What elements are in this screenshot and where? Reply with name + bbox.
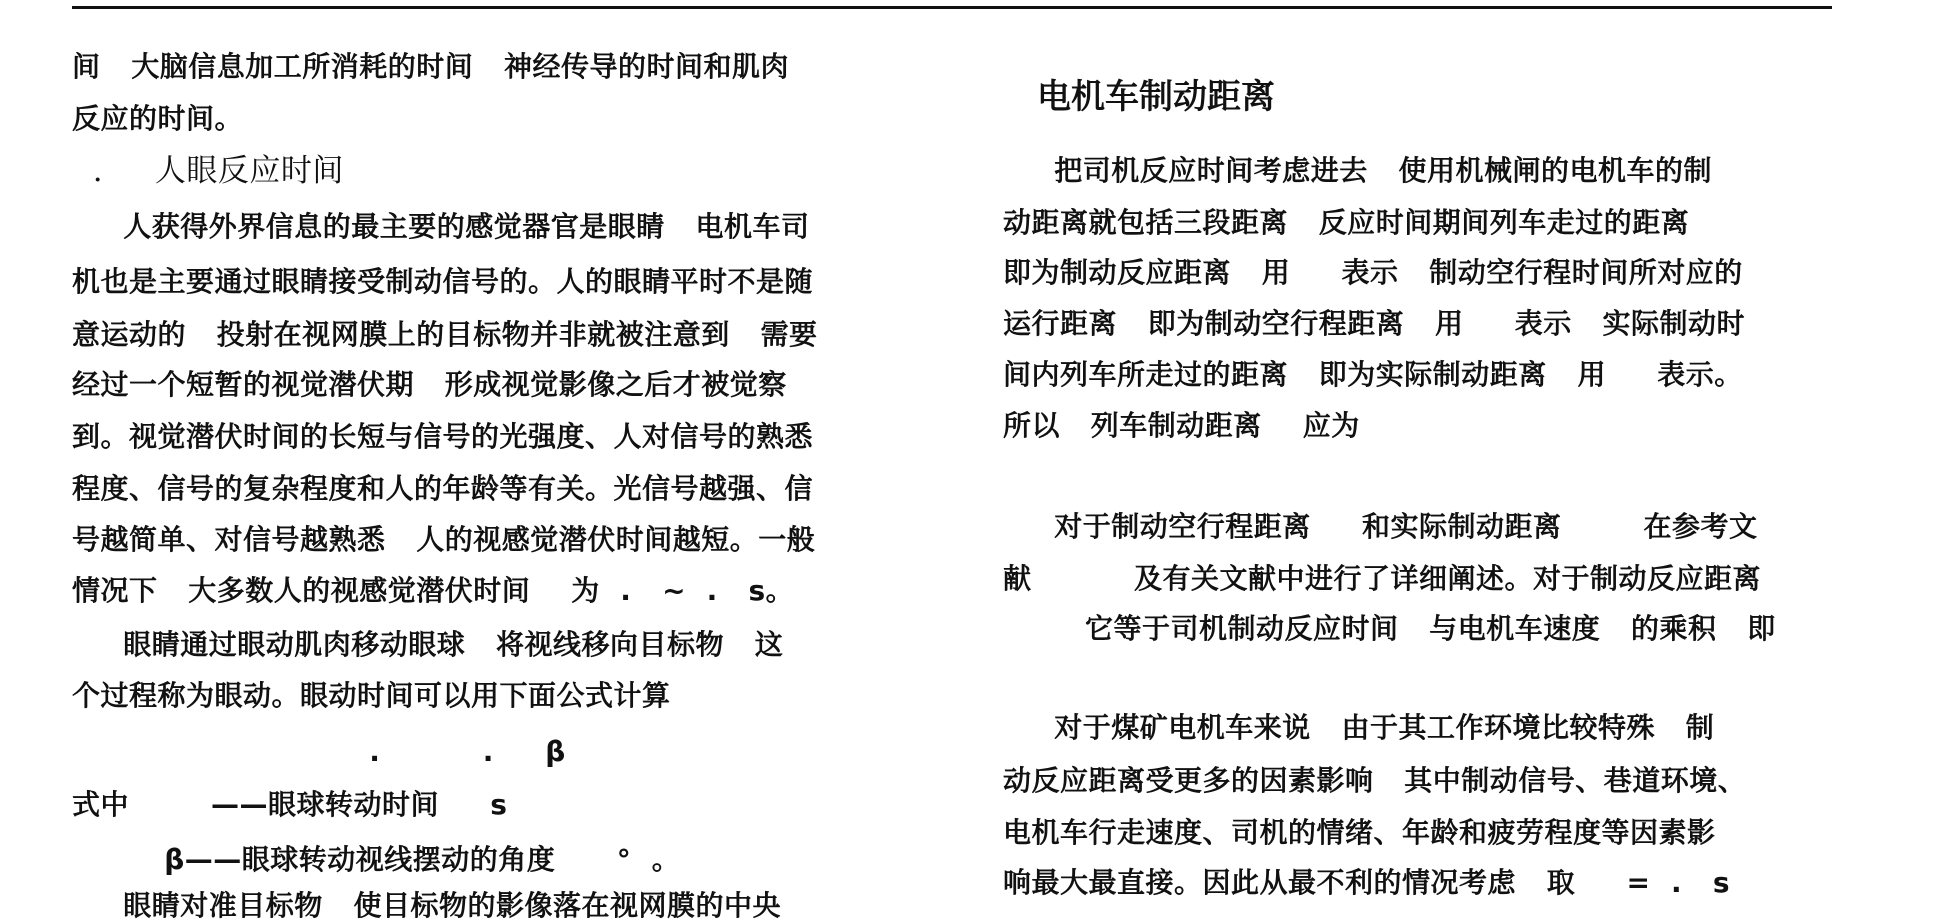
text-line: 即为制动反应距离 用 表示 制动空行程时间所对应的 xyxy=(1003,256,1743,289)
text-line: 反应的时间。 xyxy=(72,102,244,135)
text-line: 它等于司机制动反应时间 与电机车速度 的乘积 即 xyxy=(1003,612,1776,645)
text-line: 动距离就包括三段距离 反应时间期间列车走过的距离 xyxy=(1003,206,1690,239)
text-line: 对于煤矿电机车来说 由于其工作环境比较特殊 制 xyxy=(1003,711,1715,744)
text-line: 程度、信号的复杂程度和人的年龄等有关。光信号越强、信 xyxy=(72,472,814,505)
text-line: 机也是主要通过眼睛接受制动信号的。人的眼睛平时不是随 xyxy=(72,265,814,298)
text-line: 献 及有关文献中进行了详细阐述。对于制动反应距离 xyxy=(1003,562,1761,595)
text-line: 动反应距离受更多的因素影响 其中制动信号、巷道环境、 xyxy=(1003,764,1747,797)
text-line: 经过一个短暂的视觉潜伏期 形成视觉影像之后才被觉察 xyxy=(72,368,787,401)
text-line: 运行距离 即为制动空行程距离 用 表示 实际制动时 xyxy=(1003,307,1745,340)
text-line: 意运动的 投射在视网膜上的目标物并非就被注意到 需要 xyxy=(72,318,818,351)
text-line: 所以 列车制动距离 应为 xyxy=(1003,409,1360,442)
text-line: 电机车行走速度、司机的情绪、年龄和疲劳程度等因素影 xyxy=(1003,816,1716,849)
section-heading: 电机车制动距离 xyxy=(1037,77,1275,117)
text-line: 号越简单、对信号越熟悉 人的视感觉潜伏时间越短。一般 xyxy=(72,523,816,556)
text-line: 到。视觉潜伏时间的长短与信号的光强度、人对信号的熟悉 xyxy=(72,420,814,453)
top-rule xyxy=(72,6,1832,9)
section-subheading: . 人眼反应时间 xyxy=(72,153,344,189)
text-line: β——眼球转动视线摆动的角度 ° 。 xyxy=(72,843,681,876)
text-line: 响最大最直接。因此从最不利的情况考虑 取 = . s xyxy=(1003,866,1730,899)
formula-line: . . β xyxy=(72,735,566,768)
text-line: 人获得外界信息的最主要的感觉器官是眼睛 电机车司 xyxy=(72,210,810,243)
text-line: 式中 ——眼球转动时间 s xyxy=(72,788,508,821)
text-line: 眼睛对准目标物 使目标物的影像落在视网膜的中央 xyxy=(72,889,781,922)
text-line: 情况下 大多数人的视感觉潜伏时间 为 . ~ . s。 xyxy=(72,574,795,607)
text-line: 眼睛通过眼动肌肉移动眼球 将视线移向目标物 这 xyxy=(72,628,784,661)
text-line: 间 大脑信息加工所消耗的时间 神经传导的时间和肌肉 xyxy=(72,50,789,83)
text-line: 对于制动空行程距离 和实际制动距离 在参考文 xyxy=(1003,510,1758,543)
text-line: 个过程称为眼动。眼动时间可以用下面公式计算 xyxy=(72,679,671,712)
text-line: 把司机反应时间考虑进去 使用机械闸的电机车的制 xyxy=(1003,154,1712,187)
text-line: 间内列车所走过的距离 即为实际制动距离 用 表示。 xyxy=(1003,358,1743,391)
